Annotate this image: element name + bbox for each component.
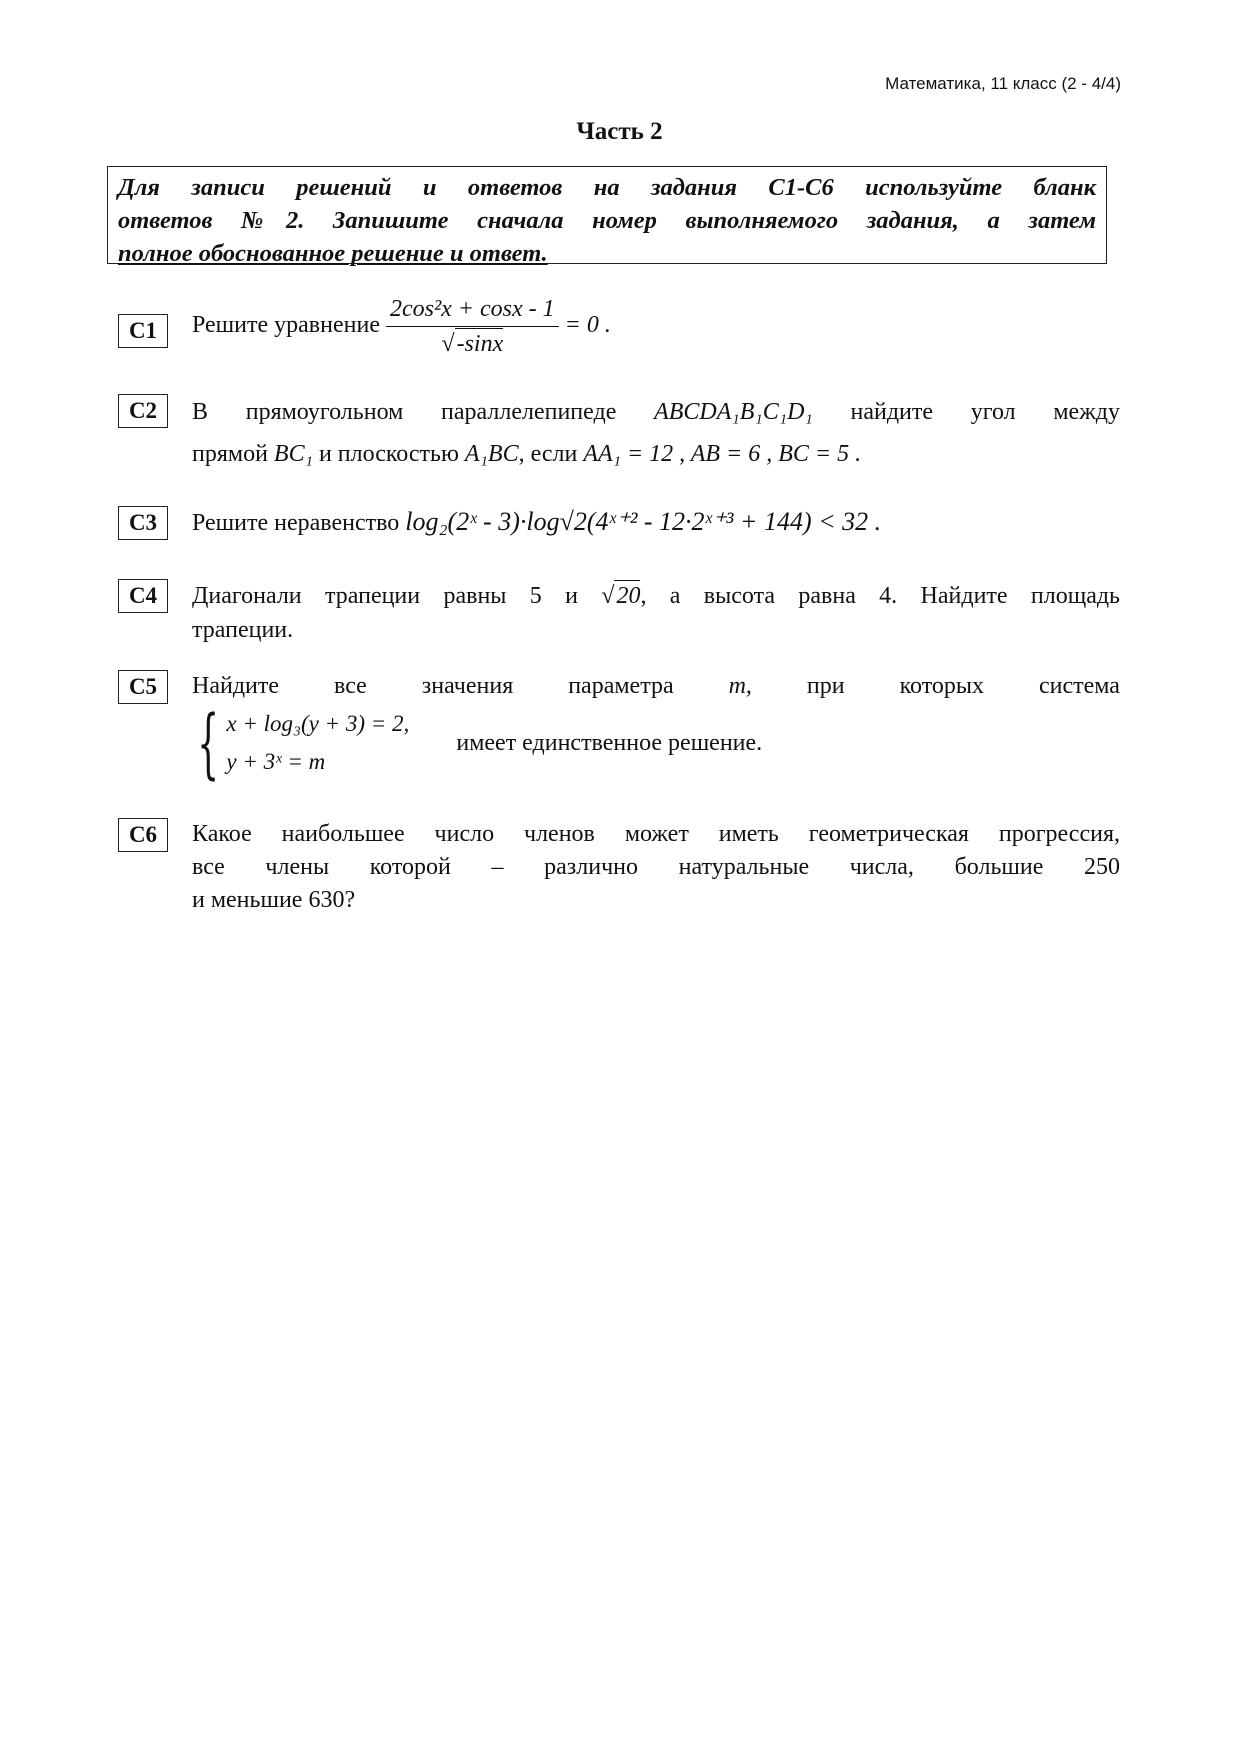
instructions-line: ответов №2. Запишите сначала номер выполняемого задания, а затем xyxy=(118,207,1096,234)
system-equation-1: x + log₃(y + 3) = 2, xyxy=(226,711,410,736)
task-text: прямой xyxy=(192,441,268,467)
task-label-c5: C5 xyxy=(118,670,168,704)
inequality-formula: log₂(2ˣ - 3)·log√2(4ˣ⁺² - 12·2ˣ⁺³ + 144) < 32 . xyxy=(405,507,882,536)
task-text: Решите уравнение xyxy=(192,312,380,339)
task-label-c4: C4 xyxy=(118,579,168,613)
task-text: трапеции. xyxy=(192,617,294,643)
task-text: имеет единственное решение. xyxy=(456,730,763,756)
task-text: , если xyxy=(518,441,578,467)
fraction-denominator: -sinx xyxy=(455,328,504,359)
task-label-c3: C3 xyxy=(118,506,168,540)
formula: BC₁ xyxy=(273,441,313,467)
task-text: В прямоугольном параллелепипеде xyxy=(192,399,617,425)
parameter-m: m, xyxy=(728,673,752,699)
formula: ABCDA₁B₁C₁D₁ xyxy=(654,399,813,425)
task-text: найдите угол между xyxy=(850,399,1121,425)
fraction-numerator: 2cos²x + cosx - 1 xyxy=(386,292,559,327)
instructions-line: Для записи решений и ответов на задания С1-С6 используйте бланк xyxy=(118,174,1096,201)
task-text: , а высота равна 4. Найдите площадь xyxy=(640,583,1120,609)
task-line: и меньшие 630? xyxy=(192,887,356,913)
task-label-c2: C2 xyxy=(118,394,168,428)
task-word: система xyxy=(1038,673,1120,699)
formula: A₁BC xyxy=(464,441,519,467)
equation-fraction: $\frac{\text{2cos²x + cosx - 1}}{√-\sin x}$ xyxy=(386,292,559,361)
task-c1 xyxy=(192,292,1120,361)
task-c3 xyxy=(192,505,1120,540)
section-title: Часть 2 xyxy=(576,118,663,145)
instructions-line: полное обоснованное решение и ответ. xyxy=(118,240,548,267)
task-c4: Диагонали трапеции равны 5 и √20, а высота равна 4. Найдите площадь трапеции. xyxy=(192,579,1120,647)
task-word: которых xyxy=(899,673,984,699)
task-word: при xyxy=(806,673,845,699)
task-c2 xyxy=(192,395,1120,471)
task-word: параметра xyxy=(568,673,674,699)
task-text: и плоскостью xyxy=(318,441,459,467)
task-word: Найдите xyxy=(192,673,280,699)
task-line: Какое наибольшее число членов может иметь геометрическая прогрессия, xyxy=(192,821,1120,847)
task-line: все члены которой – различно натуральные числа, большие 250 xyxy=(192,854,1120,880)
instructions-box xyxy=(107,166,1107,267)
system-equation-2: y + 3ˣ = m xyxy=(226,749,326,774)
task-c5 xyxy=(192,669,1120,787)
task-text: Решите неравенство xyxy=(192,510,400,536)
system-brace: { xyxy=(197,698,220,787)
task-c6 xyxy=(192,818,1120,917)
sqrt-value: 20 xyxy=(614,580,640,611)
task-word: все xyxy=(334,673,367,699)
task-word: значения xyxy=(421,673,514,699)
task-label-c6: C6 xyxy=(118,818,168,852)
task-label-c1: C1 xyxy=(118,314,168,348)
equation-system xyxy=(226,705,446,781)
equation-rhs: = 0 . xyxy=(564,312,611,339)
formula: AA₁ = 12 , AB = 6 , BC = 5 . xyxy=(583,441,862,467)
page-header: Математика, 11 класс (2 - 4/4) xyxy=(885,74,1121,93)
task-text: Диагонали трапеции равны 5 и xyxy=(192,583,578,609)
